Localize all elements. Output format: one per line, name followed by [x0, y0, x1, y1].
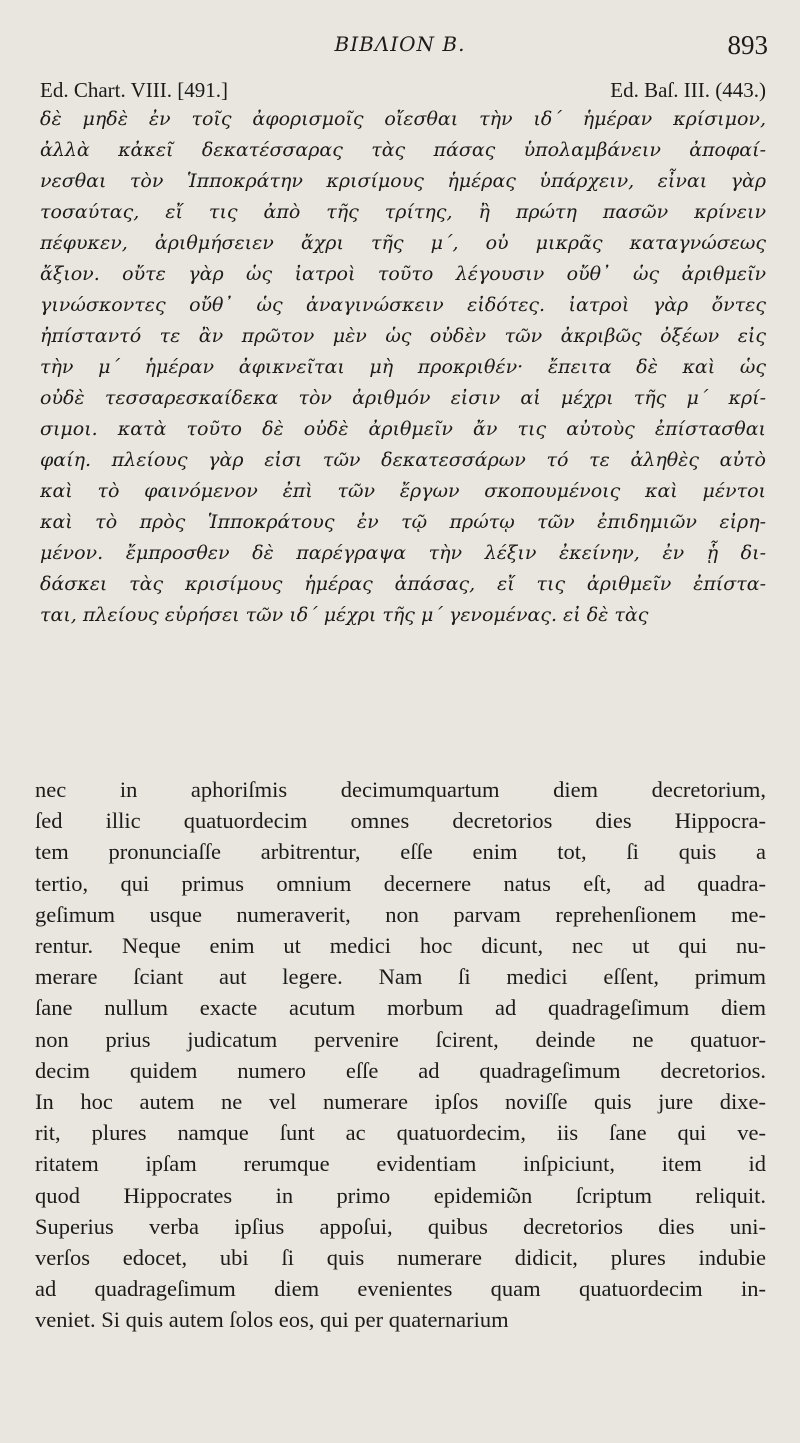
- latin-text-line: tertio, qui primus omnium decernere natus eſt, ad quadra-: [35, 870, 766, 896]
- latin-text-line: rit, plures namque ſunt ac quatuordecim, iis ſane qui ve-: [35, 1120, 766, 1146]
- page-number: 893: [727, 30, 768, 60]
- greek-text-line: δάσκει τὰς κρισίμους ἡμέρας ἁπάσας, εἴ τις ἀριθμεῖν ἐπίστα-: [40, 573, 766, 595]
- latin-text-line: ſane nullum exacte acutum morbum ad quadrageſimum diem: [35, 995, 766, 1021]
- greek-text-line: ται, πλείους εὑρήσει τῶν ιδ΄ μέχρι τῆς μ΄ γενομένας. εἰ δὲ τὰς: [40, 604, 649, 626]
- latin-text-line: verſos edocet, ubi ſi quis numerare didicit, plures indubie: [35, 1245, 766, 1271]
- latin-text-line: veniet. Si quis autem ſolos eos, qui per quaternarium: [35, 1307, 509, 1333]
- latin-text-line: decim quidem numero eſſe ad quadrageſimum decretorios.: [35, 1057, 766, 1083]
- latin-text-line: ſed illic quatuordecim omnes decretorios dies Hippocra-: [35, 808, 766, 834]
- greek-text-line: ἀλλὰ κἀκεῖ δεκατέσσαρας τὰς πάσας ὑπολαμβάνειν ἀποφαί-: [40, 139, 766, 161]
- greek-text-line: δὲ μηδὲ ἐν τοῖς ἀφορισμοῖς οἴεσθαι τὴν ιδ΄ ἡμέραν κρίσιμον,: [40, 108, 766, 130]
- edition-references: [40, 78, 766, 104]
- greek-text-line: καὶ τὸ φαινόμενον ἐπὶ τῶν ἔργων σκοπουμένοις καὶ μέντοι: [40, 480, 766, 502]
- running-title: ΒΙΒΛΙΟΝ Β.: [334, 32, 466, 56]
- latin-text-line: ad quadrageſimum diem evenientes quam quatuordecim in-: [35, 1276, 766, 1302]
- latin-text-line: ritatem ipſam rerumque evidentiam inſpiciunt, item id: [35, 1151, 766, 1177]
- greek-text-line: τοσαύτας, εἴ τις ἀπὸ τῆς τρίτης, ἢ πρώτη πασῶν κρίνειν: [40, 201, 766, 223]
- edition-basel-reference: Ed. Baſ. III. (443.): [610, 78, 766, 102]
- greek-text-line: πέφυκεν, ἀριθμήσειεν ἄχρι τῆς μ΄, οὐ μικρᾶς καταγνώσεως: [40, 232, 766, 254]
- latin-text-line: In hoc autem ne vel numerare ipſos noviſſe quis jure dixe-: [35, 1089, 766, 1115]
- latin-text-line: quod Hippocrates in primo epidemiῶn ſcriptum reliquit.: [35, 1182, 766, 1208]
- latin-text-line: geſimum usque numeraverit, non parvam reprehenſionem me-: [35, 901, 766, 927]
- running-head: [0, 30, 800, 62]
- greek-text-line: καὶ τὸ πρὸς Ἱπποκράτους ἐν τῷ πρώτῳ τῶν ἐπιδημιῶν εἰρη-: [40, 511, 766, 533]
- latin-text-line: tem pronunciaſſe arbitrentur, eſſe enim tot, ſi quis a: [35, 839, 766, 865]
- edition-chartier-reference: Ed. Chart. VIII. [491.]: [40, 78, 228, 102]
- latin-text-line: Superius verba ipſius appoſui, quibus decretorios dies uni-: [35, 1213, 766, 1239]
- latin-text-line: rentur. Neque enim ut medici hoc dicunt, nec ut qui nu-: [35, 933, 766, 959]
- latin-text-line: non prius judicatum pervenire ſcirent, deinde ne quatuor-: [35, 1026, 766, 1052]
- greek-text-line: νεσθαι τὸν Ἱπποκράτην κρισίμους ἡμέρας ὑπάρχειν, εἶναι γὰρ: [40, 170, 766, 192]
- latin-text-line: merare ſciant aut legere. Nam ſi medici eſſent, primum: [35, 964, 766, 990]
- greek-text-block: [40, 104, 766, 631]
- greek-text-line: ἄξιον. οὔτε γὰρ ὡς ἰατροὶ τοῦτο λέγουσιν οὔθ᾽ ὡς ἀριθμεῖν: [40, 263, 766, 285]
- latin-text-line: nec in aphoriſmis decimumquartum diem decretorium,: [35, 777, 766, 802]
- greek-text-line: τὴν μ΄ ἡμέραν ἀφικνεῖται μὴ προκριθέν· ἔπειτα δὲ καὶ ὡς: [40, 356, 766, 378]
- latin-translation-block: [35, 774, 766, 1336]
- greek-text-line: γινώσκοντες οὔθ᾽ ὡς ἀναγινώσκειν εἰδότες. ἰατροὶ γὰρ ὄντες: [40, 294, 766, 316]
- greek-text-line: φαίη. πλείους γὰρ εἰσι τῶν δεκατεσσάρων τό τε ἀληθὲς αὐτὸ: [40, 449, 766, 471]
- greek-text-line: σιμοι. κατὰ τοῦτο δὲ οὐδὲ ἀριθμεῖν ἄν τις αὐτοὺς ἐπίστασθαι: [40, 418, 766, 440]
- greek-text-line: ἠπίσταντό τε ἂν πρῶτον μὲν ὡς οὐδὲν τῶν ἀκριβῶς ὀξέων εἰς: [40, 325, 766, 347]
- greek-text-line: μένον. ἔμπροσθεν δὲ παρέγραψα τὴν λέξιν ἐκείνην, ἐν ᾗ δι-: [40, 542, 766, 564]
- greek-text-line: οὐδὲ τεσσαρεσκαίδεκα τὸν ἀριθμόν εἰσιν αἱ μέχρι τῆς μ΄ κρί-: [40, 387, 766, 409]
